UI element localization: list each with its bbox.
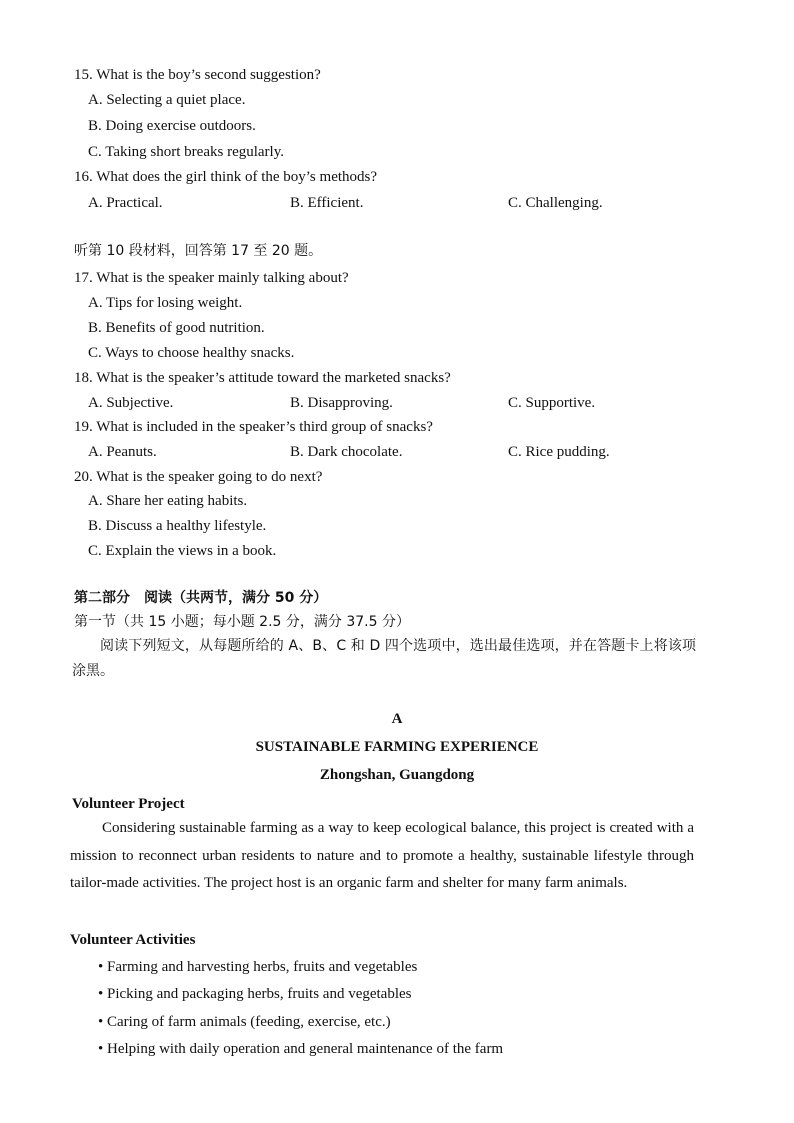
answer-option: A. Share her eating habits. [88, 493, 248, 509]
answer-option: B. Disapproving. [290, 395, 393, 411]
activity-item: • Caring of farm animals (feeding, exercise, etc.) [98, 1014, 391, 1030]
reading-instruction: 阅读下列短文，从每题所给的 A、B、C 和 D 四个选项中，选出最佳选项，并在答题卡上将该项涂黑。 [72, 638, 696, 679]
answer-option: C. Taking short breaks regularly. [88, 144, 284, 160]
question-stem: 15. What is the boy’s second suggestion? [74, 67, 321, 83]
project-heading: Volunteer Project [72, 796, 185, 812]
answer-option: A. Tips for losing weight. [88, 295, 243, 311]
question-stem: 20. What is the speaker going to do next? [74, 469, 323, 485]
section-title: 第一节（共 15 小题；每小题 2.5 分，满分 37.5 分） [74, 614, 410, 630]
question-stem: 17. What is the speaker mainly talking about? [74, 270, 349, 286]
answer-option: A. Practical. [88, 195, 163, 211]
answer-option: C. Challenging. [508, 195, 603, 211]
answer-option: C. Rice pudding. [508, 444, 610, 460]
activity-item: • Farming and harvesting herbs, fruits and vegetables [98, 959, 418, 975]
answer-option: B. Dark chocolate. [290, 444, 403, 460]
activity-item: • Helping with daily operation and general maintenance of the farm [98, 1041, 504, 1057]
answer-option: B. Discuss a healthy lifestyle. [88, 518, 267, 534]
answer-option: A. Peanuts. [88, 444, 157, 460]
passage-location: Zhongshan, Guangdong [319, 767, 475, 783]
question-stem: 16. What does the girl think of the boy’s methods? [74, 169, 378, 185]
answer-option: C. Explain the views in a book. [88, 543, 277, 559]
answer-option: B. Efficient. [290, 195, 364, 211]
question-stem: 19. What is included in the speaker’s third group of snacks? [74, 419, 433, 435]
question-stem: 18. What is the speaker’s attitude toward the marketed snacks? [74, 370, 451, 386]
answer-option: A. Selecting a quiet place. [88, 92, 246, 108]
activities-heading: Volunteer Activities [70, 932, 196, 948]
part-title: 第二部分 阅读（共两节，满分 50 分） [74, 590, 328, 606]
answer-option: B. Benefits of good nutrition. [88, 320, 265, 336]
answer-option: C. Ways to choose healthy snacks. [88, 345, 295, 361]
project-paragraph: Considering sustainable farming as a way to keep ecological balance, this project is created with a mission to reconnect urban residents to nature and to promote a healthy, sustainable lifestyle through tailor-made activities. The project host is an organic farm and shelter for many farm animals. [70, 820, 694, 891]
answer-option: C. Supportive. [508, 395, 596, 411]
passage-letter: A [391, 711, 403, 727]
answer-option: A. Subjective. [88, 395, 174, 411]
listening-instruction: 听第 10 段材料，回答第 17 至 20 题。 [74, 243, 323, 259]
passage-title: SUSTAINABLE FARMING EXPERIENCE [255, 739, 539, 755]
activity-item: • Picking and packaging herbs, fruits and vegetables [98, 986, 412, 1002]
answer-option: B. Doing exercise outdoors. [88, 118, 256, 134]
